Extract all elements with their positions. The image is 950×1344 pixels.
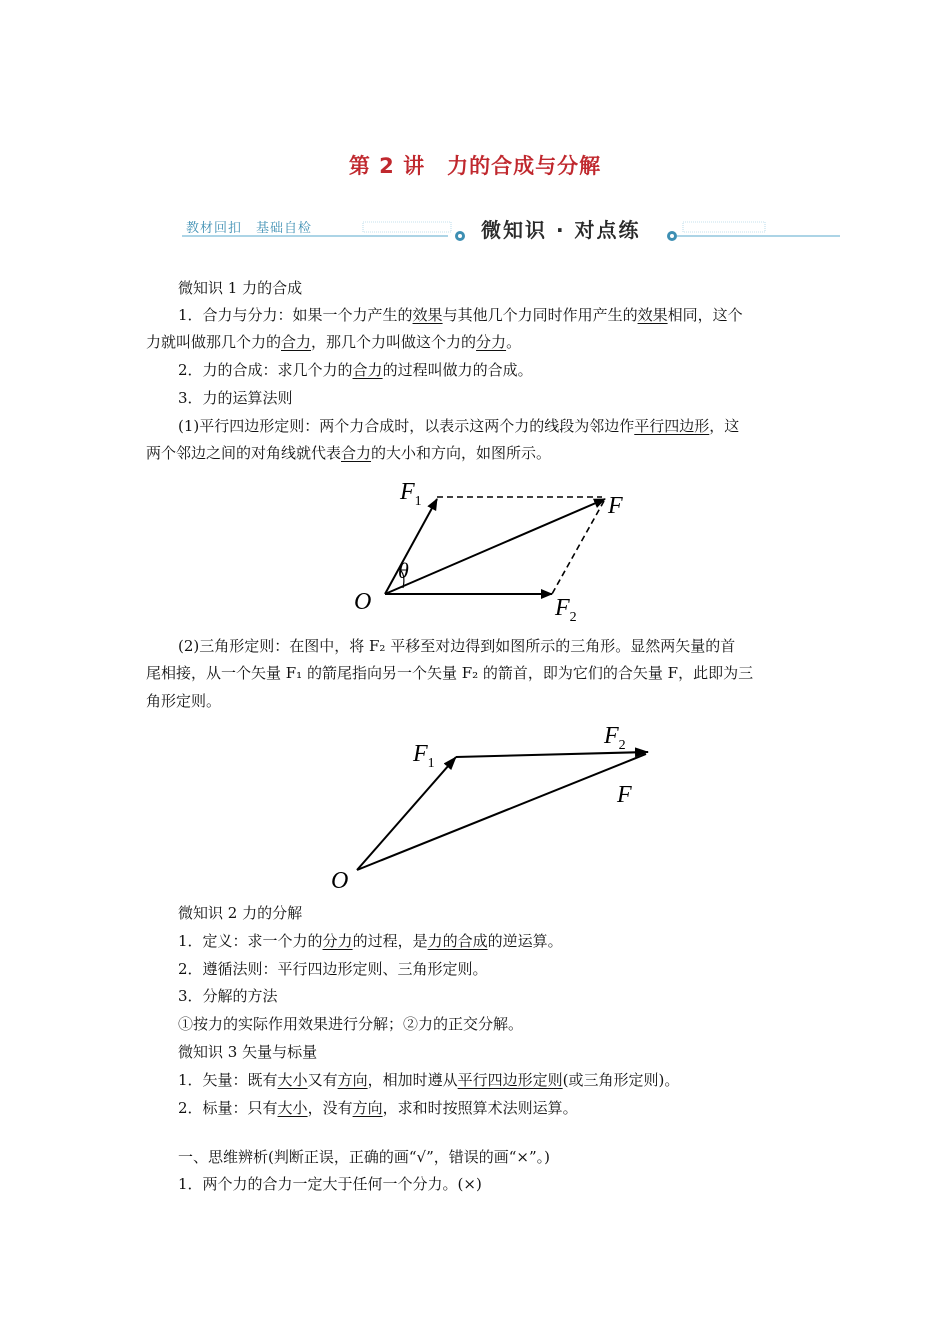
k1-p2: 2．力的合成：求几个力的合力的过程叫做力的合成。	[178, 361, 533, 379]
banner-left-label: 教材回扣 基础自检	[186, 221, 313, 236]
f2-label: $F_2$	[555, 595, 577, 625]
k1-p3: 3．力的运算法则	[178, 389, 293, 407]
k1-p4b: 两个邻边之间的对角线就代表合力的大小和方向，如图所示。	[146, 444, 552, 462]
dashed-right-edge	[552, 501, 604, 594]
triangle-figure	[325, 718, 665, 900]
k1-p5: (2)三角形定则：在图中，将 F₂ 平移至对边得到如图所示的三角形。显然两矢量的首	[178, 637, 736, 655]
f-label: F	[608, 493, 623, 519]
banner-right-label: 微知识 · 对点练	[481, 218, 641, 242]
origin-label: O	[354, 589, 372, 615]
k2-p3: 3．分解的方法	[178, 987, 278, 1005]
f1-vector	[385, 499, 437, 594]
resultant-vector	[357, 754, 646, 870]
k1-p4: (1)平行四边形定则：两个力合成时，以表示这两个力的线段为邻边作平行四边形，这	[178, 417, 740, 435]
section1-q1: 1．两个力的合力一定大于任何一个分力。(×)	[178, 1175, 482, 1193]
f1-label: $F_1$	[400, 479, 422, 509]
k2-p4: ①按力的实际作用效果进行分解；②力的正交分解。	[178, 1015, 524, 1033]
k2-p2: 2．遵循法则：平行四边形定则、三角形定则。	[178, 960, 488, 978]
k2-heading: 微知识 2 力的分解	[178, 904, 303, 922]
resultant-vector	[385, 499, 605, 594]
f1-label: $F_1$	[413, 741, 435, 771]
k1-p1b: 力就叫做那几个力的合力，那几个力叫做这个力的分力。	[146, 333, 522, 351]
origin-label: O	[331, 868, 349, 894]
section1-heading: 一、思维辨析(判断正误，正确的画“√”，错误的画“×”。)	[178, 1148, 551, 1166]
k1-p5b: 尾相接，从一个矢量 F₁ 的箭尾指向另一个矢量 F₂ 的箭首，即为它们的合矢量 F，此即为三	[146, 664, 754, 682]
k1-p5c: 角形定则。	[146, 692, 222, 710]
k1-heading: 微知识 1 力的合成	[178, 279, 303, 297]
f2-label: $F_2$	[604, 723, 626, 753]
k3-p1: 1．矢量：既有大小又有方向，相加时遵从平行四边形定则(或三角形定则)。	[178, 1071, 680, 1089]
k3-heading: 微知识 3 矢量与标量	[178, 1043, 318, 1061]
parallelogram-figure	[340, 475, 640, 625]
f-label: F	[617, 782, 632, 808]
k3-p2: 2．标量：只有大小，没有方向，求和时按照算术法则运算。	[178, 1099, 578, 1117]
f1-vector	[357, 757, 456, 870]
k2-p1: 1．定义：求一个力的分力的过程，是力的合成的逆运算。	[178, 932, 563, 950]
section-banner	[178, 208, 840, 248]
page-title: 第 2 讲 力的合成与分解	[348, 154, 602, 178]
k1-p1: 1．合力与分力：如果一个力产生的效果与其他几个力同时作用产生的效果相同，这个	[178, 306, 743, 324]
theta-label: θ	[398, 558, 409, 583]
